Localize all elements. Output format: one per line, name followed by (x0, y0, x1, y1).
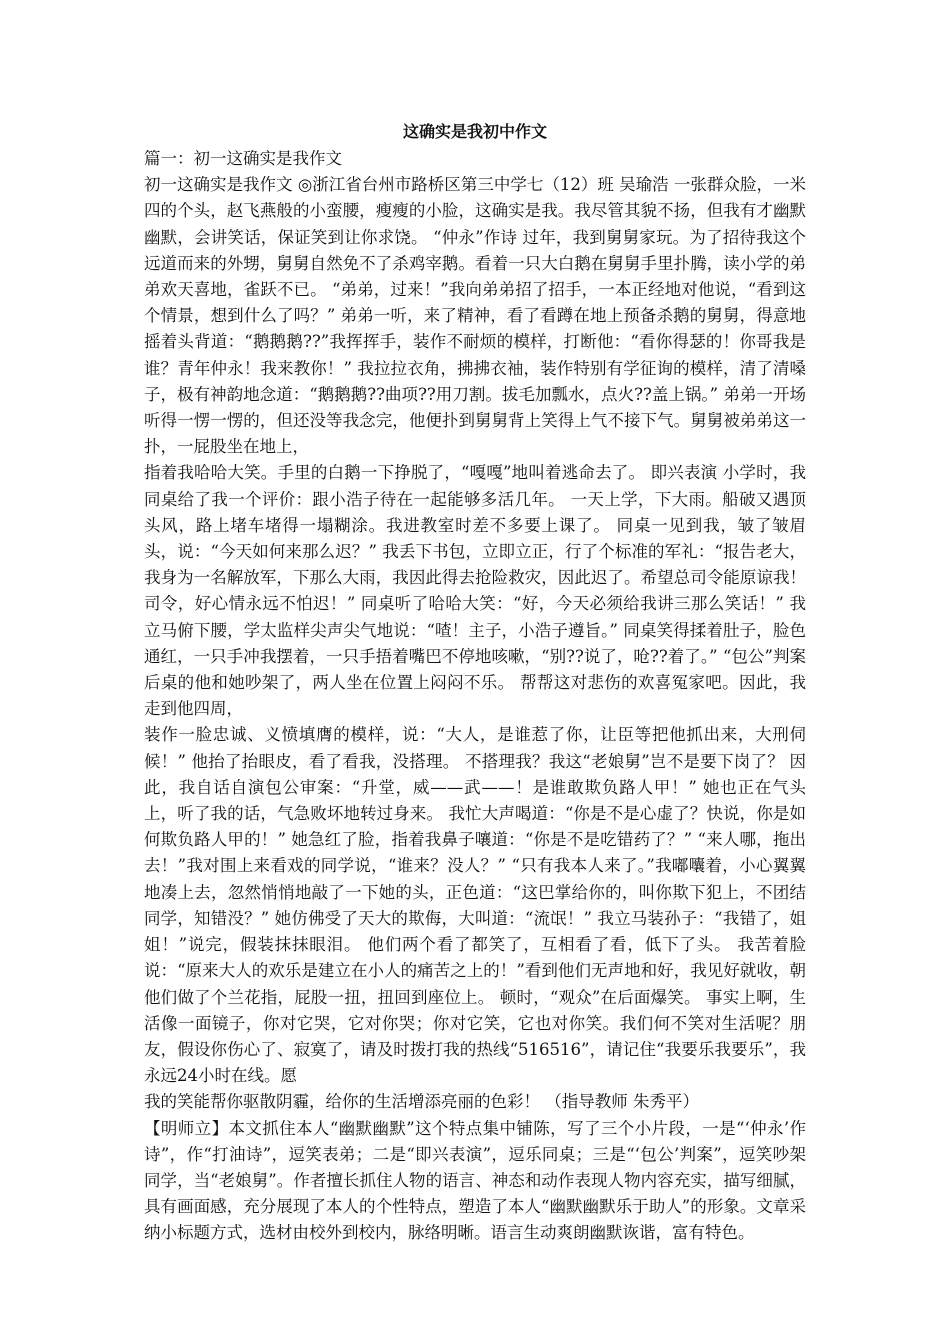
document-title: 这确实是我初中作文 (402, 122, 547, 141)
document-page (144, 118, 806, 1247)
essay-closing: 我的笑能帮你驱散阴霾，给你的生活增添亮丽的色彩！ （指导教师 朱秀平） (144, 1092, 699, 1112)
essay-paragraph-3: 装作一脸忠诚、义愤填膺的模样，说：“大人，是谁惹了你，让臣等把他抓出来，大刑伺候！” 他抬了抬眼皮，看了看我，没搭理。 不搭理我？我这“老娘舅”岂不是要下岗了？ 因此，我自话自演包公审案：“升堂，威——武——！是谁敢欺负路人甲！” 她也正在气头上，听了我的话，气急败坏地转过身来。 我忙大声喝道：“你是不是心虚了？快说，你是如何欺负路人甲的！” 她急红了脸，指着我鼻子嚷道：“你是不是吃错药了？” “来人哪，拖出去！”我对围上来看戏的同学说，“谁来？没人？” “只有我本人来了。”我嘟囔着，小心翼翼地凑上去，忽然悄悄地敲了一下她的头，正色道：“这巴掌给你的，叫你欺下犯上，不团结同学，知错没？” 她仿佛受了天大的欺侮，大叫道：“流氓！” 我立马装孙子：“我错了，姐姐！”说完，假装抹抹眼泪。 他们两个看了都笑了，互相看了看，低下了头。 我苦着脸说：“原来大人的欢乐是建立在小人的痛苦之上的！”看到他们无声地和好，我见好就收，朝他们做了个兰花指，屁股一扭，扭回到座位上。 顿时，“观众”在后面爆笑。 事实上啊，生活像一面镜子，你对它哭，它对你哭；你对它笑，它也对你笑。我们何不笑对生活呢？朋友，假设你伤心了、寂寞了，请及时拨打我的热线“516516”，请记住“我要乐我要乐”，我永远24小时在线。愿 (144, 725, 806, 1086)
essay-paragraph-2: 指着我哈哈大笑。手里的白鹅一下挣脱了，“嘎嘎”地叫着逃命去了。 即兴表演 小学时，我同桌给了我一个评价：跟小浩子待在一起能够多活几年。 一天上学，下大雨。船破又遇顶头风，路上堵车堵得一塌糊涂。我进教室时差不多要上课了。 同桌一见到我，皱了皱眉头，说：“今天如何来那么迟？” 我丢下书包，立即立正，行了个标准的军礼：“报告老大，我身为一名解放军，下那么大雨，我因此得去抢险救灾，因此迟了。希望总司令能原谅我！司令，好心情永远不怕迟！” 同桌听了哈哈大笑：“好，今天必须给我讲三那么笑话！” 我立马俯下腰，学太监样尖声尖气地说：“喳！主子，小浩子遵旨。” 同桌笑得揉着肚子，脸色通红，一只手冲我摆着，一只手捂着嘴巴不停地咳嗽，“别??说了，呛??着了。” “包公”判案 后桌的他和她吵架了，两人坐在位置上闷闷不乐。 帮帮这对悲伤的欢喜冤家吧。因此，我走到他四周， (144, 463, 806, 719)
teacher-comment: 【明师立】本文抓住本人“幽默幽默”这个特点集中铺陈，写了三个小片段，一是“‘仲永’作诗”，作“打油诗”，逗笑表弟；二是“即兴表演”，逗乐同桌；三是“‘包公’判案”，逗笑吵架同学，当“老娘舅”。作者擅长抓住人物的语言、神态和动作表现人物内容充实，描写细腻，具有画面感，充分展现了本人的个性特点，塑造了本人“幽默幽默乐于助人”的形象。文章采纳小标题方式，选材由校外到校内，脉络明晰。语言生动爽朗幽默诙谐，富有特色。 (144, 1118, 806, 1243)
essay-paragraph-1: 初一这确实是我作文 ◎浙江省台州市路桥区第三中学七（12）班 吴瑜浩 一张群众脸，一米四的个头，赵飞燕般的小蛮腰，瘦瘦的小脸，这确实是我。我尽管其貌不扬，但我有才幽默幽默，会讲笑话，保证笑到让你求饶。 “仲永”作诗 过年，我到舅舅家玩。为了招待我这个远道而来的外甥，舅舅自然免不了杀鸡宰鹅。看着一只大白鹅在舅舅手里扑腾，读小学的弟弟欢天喜地，雀跃不已。 “弟弟，过来！”我向弟弟招了招手，一本正经地对他说，“看到这个情景，想到什么了吗？” 弟弟一听，来了精神，看了看蹲在地上预备杀鹅的舅舅，得意地摇着头背道：“鹅鹅鹅??”我挥挥手，装作不耐烦的模样，打断他：“看你得瑟的！你哥我是谁？青年仲永！我来教你！” 我拉拉衣角，拂拂衣袖，装作特别有学征询的模样，清了清嗓子，极有神韵地念道：“鹅鹅鹅??曲项??用刀割。拔毛加瓢水，点火??盖上锅。” 弟弟一开场听得一愣一愣的，但还没等我念完，他便扑到舅舅背上笑得上气不接下气。舅舅被弟弟这一扑，一屁股坐在地上， (144, 175, 806, 457)
section-heading: 篇一：初一这确实是我作文 (144, 149, 342, 168)
